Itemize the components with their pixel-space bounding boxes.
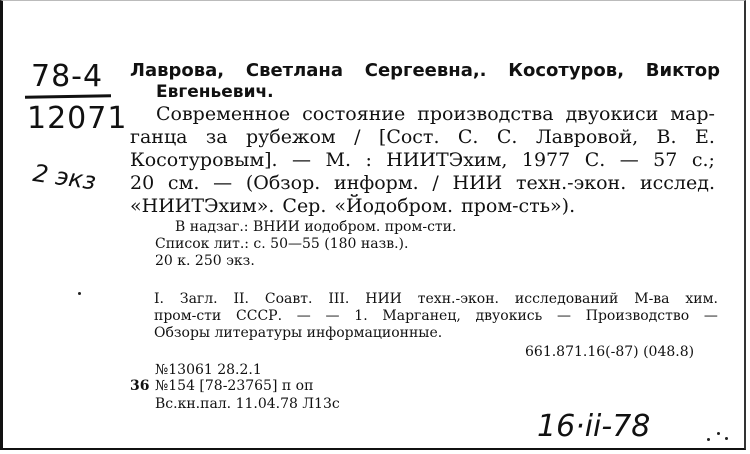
tracing-word: М-ва [634, 291, 670, 307]
tracing-word: Производство [585, 308, 690, 324]
description-word: (Обзор. [245, 172, 321, 194]
author-heading-line1 [130, 61, 720, 81]
speck-mark [707, 438, 710, 441]
tracing-word: пром-сти [154, 308, 222, 324]
footer-line-1: №13061 28.2.1 [155, 362, 262, 378]
tracing-word: НИИ [365, 291, 402, 307]
description-word: — [619, 149, 639, 171]
description-word: С. [457, 126, 479, 148]
description-word: информ. [334, 172, 419, 194]
tracing-word: — [296, 308, 311, 324]
description-word: — [213, 172, 233, 194]
description-word: Косотуровым]. [130, 149, 278, 171]
description-line-3 [130, 149, 715, 171]
tracing-word: Марганец, [382, 308, 461, 324]
description-word: С. [496, 126, 518, 148]
author-word: Виктор [645, 60, 720, 81]
tracing-word: Соавт. [264, 291, 313, 307]
note-parallel-title: В надзаг.: ВНИИ иодобром. пром-сти. [175, 219, 457, 235]
description-word: Лавровой, [535, 126, 639, 148]
tracing-word: — [703, 308, 718, 324]
tracing-word: 1. [354, 308, 368, 324]
tracing-word: Загл. [179, 291, 218, 307]
tracing-word: СССР. [236, 308, 283, 324]
tracing-word: — [325, 308, 340, 324]
handwritten-date-note: 16·ii-78 [537, 409, 651, 444]
description-word: НИИ [452, 172, 503, 194]
description-word: 57 [653, 149, 678, 171]
tracings-line-1 [154, 291, 718, 307]
author-word: Косотуров, [508, 60, 625, 81]
handwritten-copies-note: 2 экз [31, 159, 98, 196]
description-word: техн.-экон. [515, 172, 627, 194]
tracing-word: хим. [685, 291, 718, 307]
author-word: Сергеевна,. [364, 60, 487, 81]
description-word: 1977 [521, 149, 571, 171]
handwritten-shelf-mark-bottom: 12071 [27, 101, 128, 136]
tracing-word: III. [328, 291, 350, 307]
author-word: Светлана [245, 60, 344, 81]
footer-line-2: №154 [78-23765] п оп [155, 378, 314, 394]
description-word: рубежом [245, 126, 336, 148]
description-word: [Сост. [378, 126, 440, 148]
author-heading-line2: Евгеньевич. [156, 82, 274, 102]
description-word: с.; [691, 149, 715, 171]
description-word: / [432, 172, 439, 194]
handwritten-shelf-mark-top: 78-4 [31, 59, 104, 94]
speck-mark [717, 432, 720, 435]
author-word: Лаврова, [130, 60, 225, 81]
description-word: Современное [156, 103, 291, 125]
description-word: исслед. [639, 172, 715, 194]
tracing-word: — [557, 308, 572, 324]
handwritten-divider-line [25, 94, 111, 99]
tracing-word: исследований [514, 291, 619, 307]
description-word: В. [656, 126, 677, 148]
description-word: М. [325, 149, 351, 171]
tracings-line-3: Обзоры литературы информационные. [154, 325, 443, 341]
description-word: за [205, 126, 228, 148]
classification-udc: 661.871.16(-87) (048.8) [525, 344, 695, 360]
tracing-word: II. [233, 291, 249, 307]
description-word: состояние [302, 103, 406, 125]
description-word: — [292, 149, 312, 171]
description-word: НИИТЭхим, [386, 149, 508, 171]
description-line-5: «НИИТЭхим». Сер. «Йодобром. пром-сть»). [130, 195, 576, 217]
description-word: мар- [670, 103, 715, 125]
description-word: Е. [694, 126, 715, 148]
description-line-4 [130, 172, 715, 194]
tracing-word: техн.-экон. [417, 291, 500, 307]
footer-number-prefix: 36 [130, 378, 150, 394]
speck-mark [78, 292, 81, 295]
description-word: см. [167, 172, 200, 194]
footer-line-3: Вс.кн.пал. 11.04.78 Л13с [155, 396, 340, 412]
tracing-word: I. [154, 291, 164, 307]
note-price-print-run: 20 к. 250 экз. [155, 253, 255, 269]
description-word: С. [584, 149, 606, 171]
speck-mark [725, 437, 728, 440]
tracings-line-2 [154, 308, 718, 324]
description-word: 20 [130, 172, 155, 194]
tracing-word: двуокись [475, 308, 543, 324]
description-word: двуокиси [565, 103, 659, 125]
description-word: ганца [130, 126, 188, 148]
description-word: производства [417, 103, 554, 125]
description-line-1 [156, 103, 715, 125]
description-word: / [354, 126, 361, 148]
description-word: : [365, 149, 372, 171]
description-line-2 [130, 126, 715, 148]
note-bibliography: Список лит.: с. 50—55 (180 назв.). [155, 236, 409, 252]
